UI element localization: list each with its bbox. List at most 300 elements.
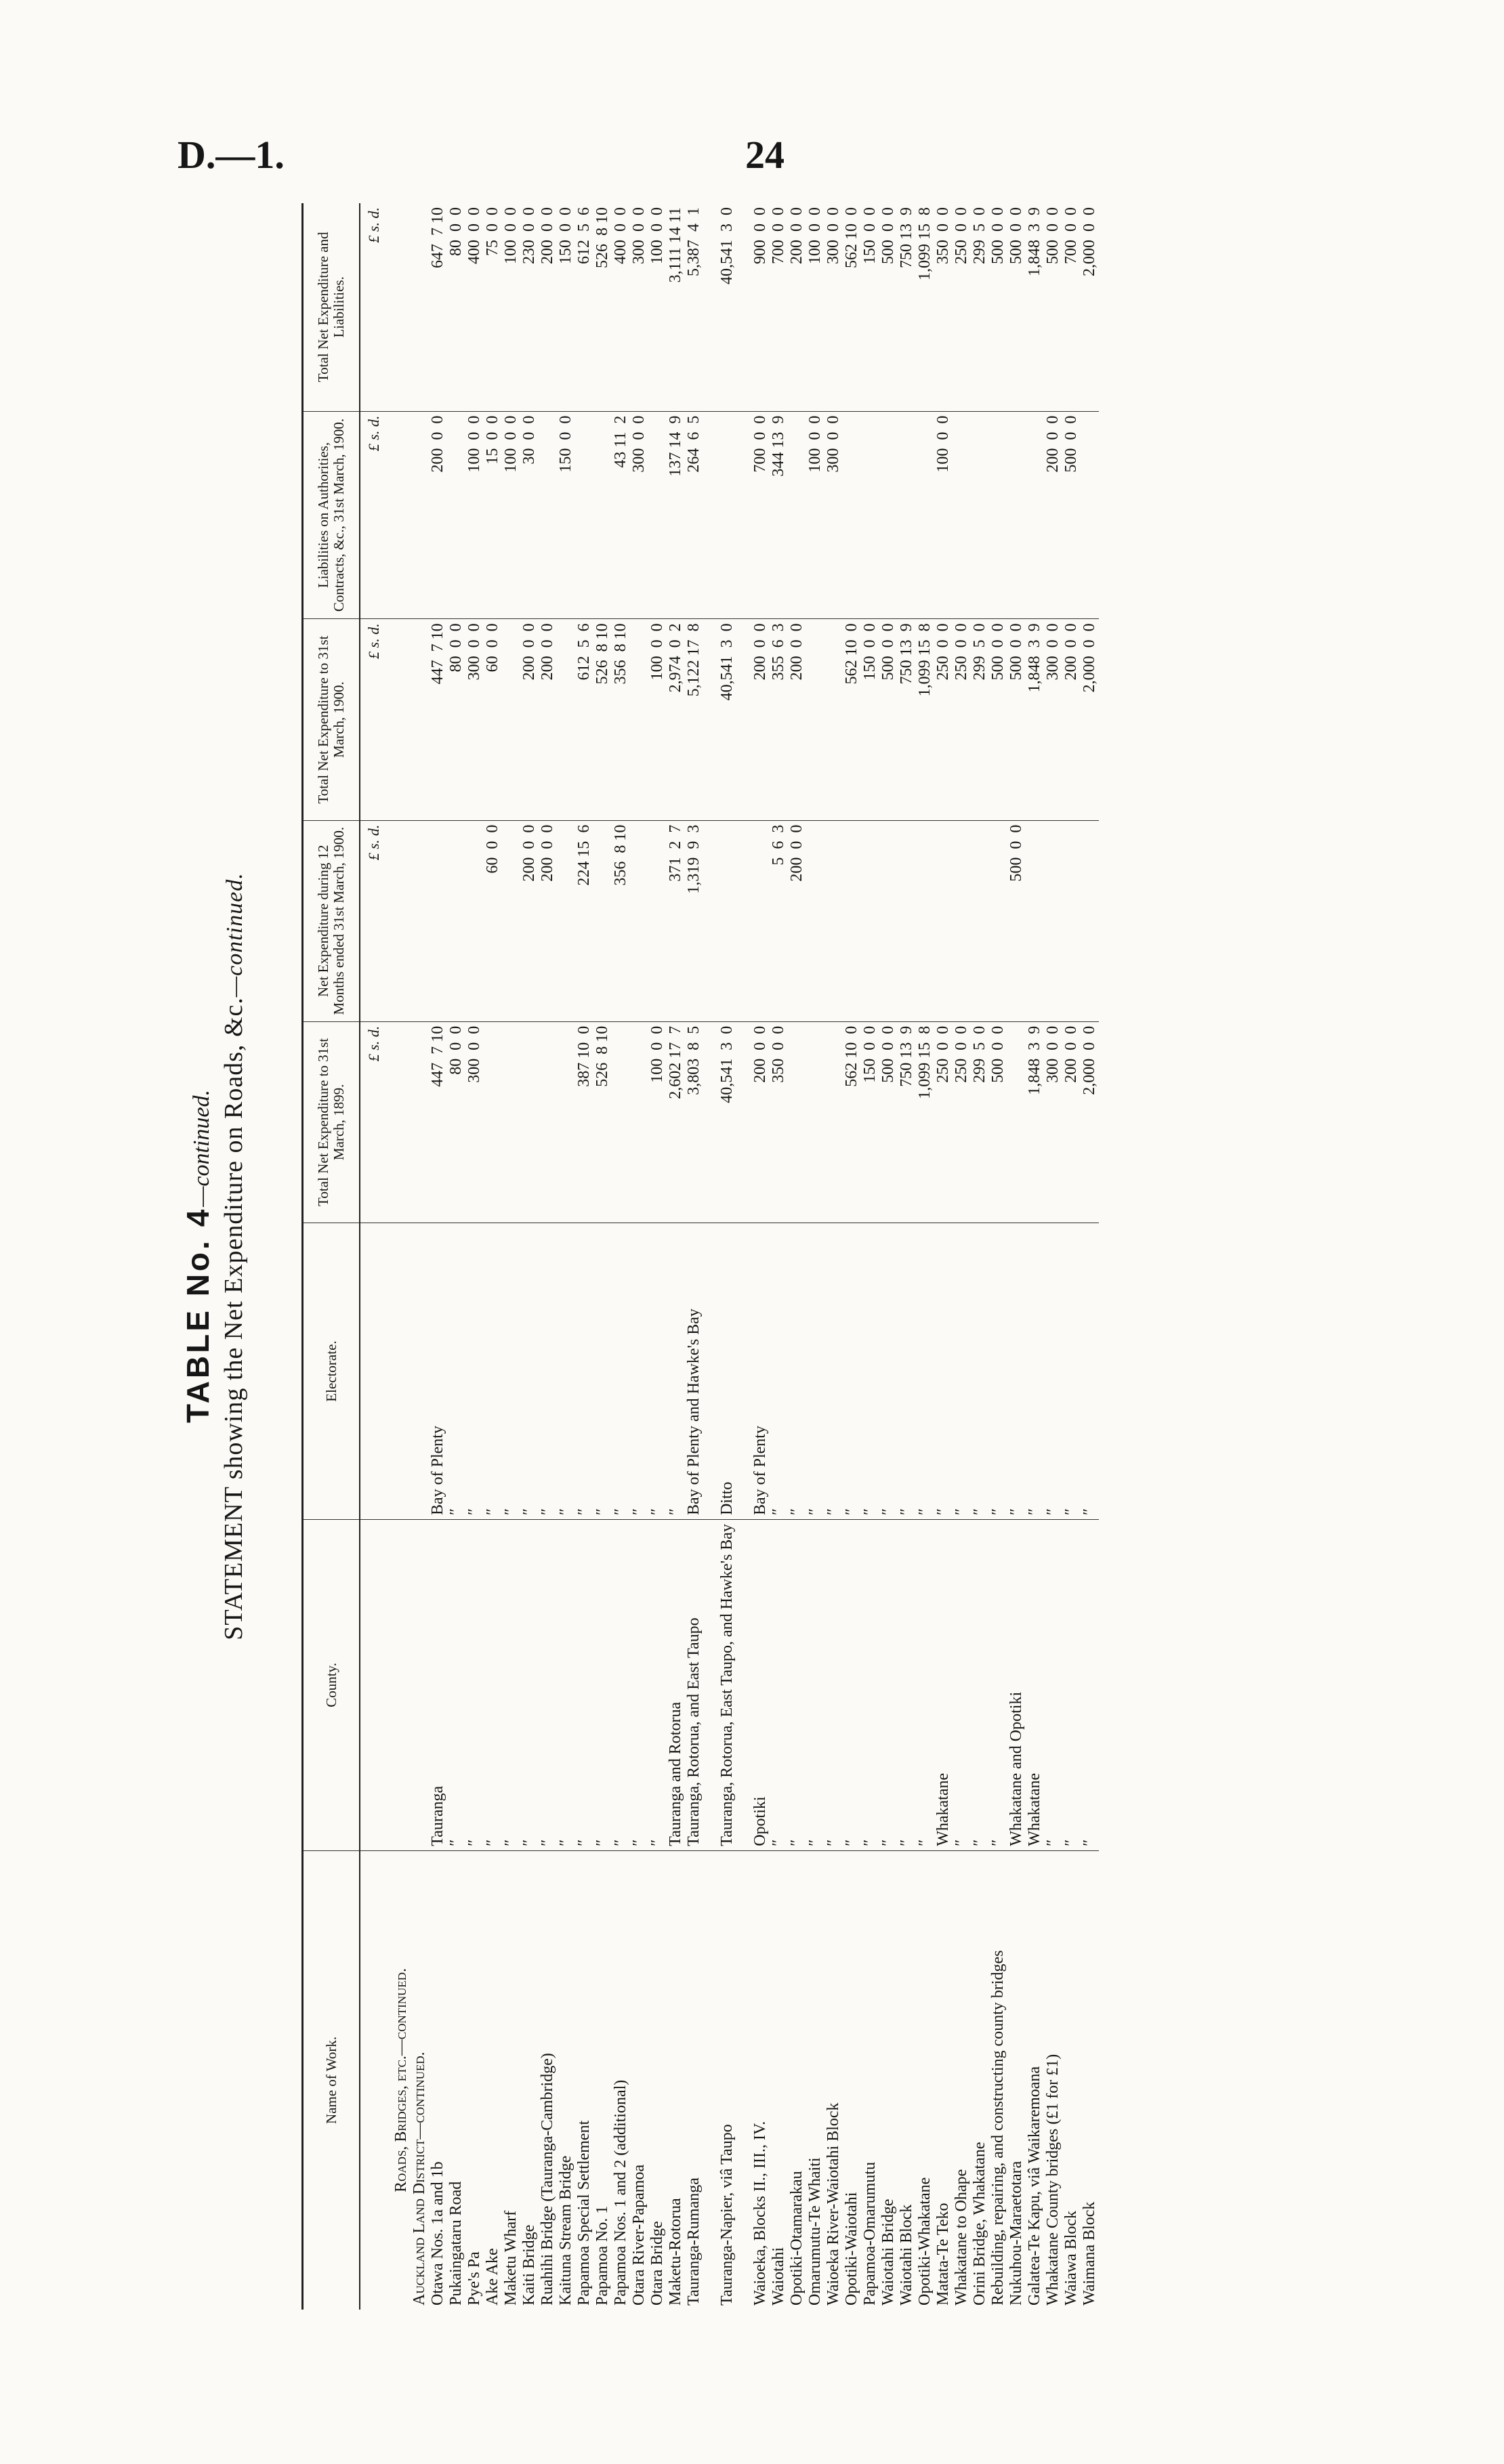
col-liabilities: Liabilities on Authorities, Contracts, &c., 31st March, 1900. [303, 411, 360, 619]
cell-county: ″ [843, 1520, 861, 1851]
cell-work-name: Papamoa Special Settlement [575, 2120, 593, 2306]
cell-total-1900: 500 0 0 [1007, 619, 1026, 820]
cell-work-name: Waiotahi Bridge [879, 2199, 897, 2306]
cell-county: ″ [824, 1520, 843, 1851]
cell-electorate: ″ [648, 1223, 667, 1519]
table-row [843, 203, 861, 2310]
cell-electorate: ″ [1081, 1223, 1099, 1519]
cell-total-1899: 250 0 0 [953, 1021, 971, 1223]
cell-total-net: 500 0 0 [1044, 203, 1062, 411]
cell-electorate: ″ [824, 1223, 843, 1519]
cell-work-name: Opotiki-Whakatane [916, 2177, 934, 2306]
cell-electorate: ″ [989, 1223, 1007, 1519]
cell-electorate: ″ [484, 1223, 502, 1519]
column-headers [303, 203, 360, 2310]
cell-work-name: Papamoa Nos. 1 and 2 (additional) [612, 2079, 629, 2306]
table-row [1081, 203, 1099, 2310]
cell-total-1900: 200 0 0 [788, 619, 806, 820]
cell-liabilities: 264 6 5 [685, 411, 703, 619]
cell-total-1900: 300 0 0 [1044, 619, 1062, 820]
table-row [648, 203, 667, 2310]
cell-total-1900: 447 7 10 [429, 619, 447, 820]
cell-liabilities: 700 0 0 [751, 411, 770, 619]
cell-work-name: Opotiki-Otamarakau [788, 2171, 806, 2306]
cell-electorate: ″ [1007, 1223, 1026, 1519]
cell-electorate: ″ [630, 1223, 648, 1519]
cell-total-net: 75 0 0 [484, 203, 502, 411]
table-row [447, 203, 465, 2310]
col-county: County. [303, 1520, 360, 1851]
cell-electorate: ″ [916, 1223, 934, 1519]
table-row [520, 203, 539, 2310]
cell-work-name: Otawa Nos. 1a and 1b [429, 2161, 446, 2306]
cell-electorate: ″ [861, 1223, 879, 1519]
cell-total-1899 [557, 1021, 575, 1223]
table-row [989, 203, 1007, 2310]
cell-county: ″ [1062, 1520, 1081, 1851]
cell-total-net: 350 0 0 [934, 203, 953, 411]
cell-liabilities: 15 0 0 [484, 411, 502, 619]
cell-total-1899: 40,541 3 0 [718, 1021, 736, 1223]
cell-liabilities: 100 0 0 [934, 411, 953, 619]
cell-liabilities [447, 411, 465, 619]
cell-work-name: Waiotahi [770, 2247, 787, 2306]
cell-liabilities [648, 411, 667, 619]
cell-work-name: Otara Bridge [648, 2221, 666, 2306]
section-heading-row [392, 203, 411, 2310]
cell-total-1899: 100 0 0 [648, 1021, 667, 1223]
cell-electorate: Ditto [718, 1223, 736, 1519]
col-12-months: Net Expenditure during 12 Months ended 31st March, 1900. [303, 820, 360, 1021]
cell-total-1899: 500 0 0 [879, 1021, 898, 1223]
cell-electorate: ″ [447, 1223, 465, 1519]
cell-work-name: Kaituna Stream Bridge [557, 2155, 575, 2306]
table-row [788, 203, 806, 2310]
cell-expenditure-12-months [593, 820, 612, 1021]
cell-total-net: 612 5 6 [575, 203, 593, 411]
cell-total-1899: 299 5 0 [971, 1021, 989, 1223]
cell-liabilities: 500 0 0 [1062, 411, 1081, 619]
cell-total-1900: 562 10 0 [843, 619, 861, 820]
cell-total-1899: 300 0 0 [465, 1021, 484, 1223]
unit-label: £ s. d. [360, 411, 392, 619]
cell-expenditure-12-months [557, 820, 575, 1021]
table-row [718, 203, 736, 2310]
cell-total-1899 [1007, 1021, 1026, 1223]
cell-total-net: 3,111 14 11 [667, 203, 685, 411]
table-row [806, 203, 824, 2310]
table-row [916, 203, 934, 2310]
cell-liabilities: 100 0 0 [465, 411, 484, 619]
table-row [502, 203, 520, 2310]
cell-liabilities: 300 0 0 [824, 411, 843, 619]
cell-expenditure-12-months [1026, 820, 1044, 1021]
cell-electorate: ″ [1044, 1223, 1062, 1519]
cell-total-1899 [484, 1021, 502, 1223]
cell-electorate: Bay of Plenty and Hawke's Bay [685, 1223, 703, 1519]
cell-liabilities: 200 0 0 [429, 411, 447, 619]
cell-expenditure-12-months [718, 820, 736, 1021]
cell-electorate: ″ [557, 1223, 575, 1519]
cell-liabilities: 344 13 9 [770, 411, 788, 619]
table-row [429, 203, 447, 2310]
cell-total-net: 750 13 9 [898, 203, 916, 411]
cell-electorate: ″ [953, 1223, 971, 1519]
cell-electorate: ″ [1026, 1223, 1044, 1519]
cell-liabilities [879, 411, 898, 619]
cell-total-1900: 200 0 0 [751, 619, 770, 820]
cell-total-1900: 500 0 0 [879, 619, 898, 820]
cell-electorate: ″ [934, 1223, 953, 1519]
cell-liabilities [1026, 411, 1044, 619]
cell-electorate: ″ [971, 1223, 989, 1519]
cell-liabilities: 137 14 9 [667, 411, 685, 619]
cell-county: ″ [502, 1520, 520, 1851]
table-row [465, 203, 484, 2310]
cell-county: ″ [1044, 1520, 1062, 1851]
cell-liabilities: 300 0 0 [630, 411, 648, 619]
cell-electorate: ″ [502, 1223, 520, 1519]
cell-total-net: 2,000 0 0 [1081, 203, 1099, 411]
cell-total-1900: 612 5 6 [575, 619, 593, 820]
cell-expenditure-12-months [843, 820, 861, 1021]
cell-electorate: ″ [1062, 1223, 1081, 1519]
cell-expenditure-12-months [1062, 820, 1081, 1021]
cell-work-name: Tauranga-Napier, viâ Taupo [718, 2124, 736, 2306]
cell-work-name: Ake Ake [484, 2248, 501, 2306]
cell-liabilities [1007, 411, 1026, 619]
cell-county: Tauranga, Rotorua, and East Taupo [685, 1520, 703, 1851]
cell-county: ″ [1081, 1520, 1099, 1851]
cell-liabilities [843, 411, 861, 619]
cell-total-1899: 526 8 10 [593, 1021, 612, 1223]
cell-liabilities: 100 0 0 [806, 411, 824, 619]
cell-work-name: Waioeka, Blocks II., III., IV. [751, 2121, 769, 2306]
cell-expenditure-12-months: 200 0 0 [539, 820, 557, 1021]
cell-work-name: Whakatane to Ohape [953, 2169, 970, 2306]
table-row [971, 203, 989, 2310]
table-row [751, 203, 770, 2310]
cell-total-1900: 250 0 0 [934, 619, 953, 820]
cell-total-net: 100 0 0 [806, 203, 824, 411]
cell-total-net: 150 0 0 [557, 203, 575, 411]
table-row [934, 203, 953, 2310]
cell-total-net: 150 0 0 [861, 203, 879, 411]
cell-county: ″ [806, 1520, 824, 1851]
cell-work-name: Nukuhou-Maraetotara [1007, 2161, 1025, 2306]
cell-total-1900: 355 6 3 [770, 619, 788, 820]
table-row [898, 203, 916, 2310]
cell-county: ″ [520, 1520, 539, 1851]
cell-total-net: 40,541 3 0 [718, 203, 736, 411]
cell-expenditure-12-months [1081, 820, 1099, 1021]
page-number: 24 [745, 133, 785, 177]
cell-liabilities [539, 411, 557, 619]
cell-electorate: ″ [843, 1223, 861, 1519]
table-row [612, 203, 630, 2310]
table-row [1007, 203, 1026, 2310]
cell-total-1900: 299 5 0 [971, 619, 989, 820]
cell-county: ″ [484, 1520, 502, 1851]
cell-total-net: 700 0 0 [1062, 203, 1081, 411]
cell-total-1900: 526 8 10 [593, 619, 612, 820]
cell-expenditure-12-months [429, 820, 447, 1021]
cell-total-1899: 2,000 0 0 [1081, 1021, 1099, 1223]
cell-county: ″ [861, 1520, 879, 1851]
cell-total-1899: 300 0 0 [1044, 1021, 1062, 1223]
cell-county: ″ [612, 1520, 630, 1851]
cell-county: Tauranga and Rotorua [667, 1520, 685, 1851]
cell-total-1900: 1,099 15 8 [916, 619, 934, 820]
cell-liabilities: 200 0 0 [1044, 411, 1062, 619]
table-row [539, 203, 557, 2310]
cell-total-1900: 356 8 10 [612, 619, 630, 820]
cell-work-name: Waimana Block [1081, 2201, 1098, 2306]
cell-liabilities [989, 411, 1007, 619]
cell-total-1899: 200 0 0 [751, 1021, 770, 1223]
cell-total-net: 562 10 0 [843, 203, 861, 411]
cell-electorate: ″ [879, 1223, 898, 1519]
cell-total-net: 250 0 0 [953, 203, 971, 411]
table-row [557, 203, 575, 2310]
cell-liabilities [575, 411, 593, 619]
cell-county: ″ [575, 1520, 593, 1851]
cell-liabilities: 150 0 0 [557, 411, 575, 619]
cell-work-name: Maketu-Rotorua [667, 2198, 684, 2306]
cell-electorate: Bay of Plenty [751, 1223, 770, 1519]
cell-total-net: 300 0 0 [630, 203, 648, 411]
table-row [685, 203, 703, 2310]
cell-total-1899: 562 10 0 [843, 1021, 861, 1223]
section-heading: Roads, Bridges, etc.—continued. [392, 1968, 410, 2192]
table-row [1062, 203, 1081, 2310]
cell-total-1899: 250 0 0 [934, 1021, 953, 1223]
cell-liabilities [593, 411, 612, 619]
cell-electorate: Bay of Plenty [429, 1223, 447, 1519]
unit-label: £ s. d. [360, 203, 392, 411]
cell-total-1900: 1,848 3 9 [1026, 619, 1044, 820]
table-caption: STATEMENT showing the Net Expenditure on Roads, &c.—continued. [220, 872, 248, 1640]
cell-total-net: 500 0 0 [989, 203, 1007, 411]
table-row [667, 203, 685, 2310]
table-row [879, 203, 898, 2310]
table-row [630, 203, 648, 2310]
section-subheading: Auckland Land District—continued. [411, 2052, 428, 2306]
table-row [484, 203, 502, 2310]
cell-expenditure-12-months: 1,319 9 3 [685, 820, 703, 1021]
cell-liabilities: 43 11 2 [612, 411, 630, 619]
cell-county: ″ [648, 1520, 667, 1851]
cell-total-net: 400 0 0 [465, 203, 484, 411]
cell-total-net: 526 8 10 [593, 203, 612, 411]
cell-liabilities: 100 0 0 [502, 411, 520, 619]
cell-expenditure-12-months [934, 820, 953, 1021]
cell-total-1899 [612, 1021, 630, 1223]
cell-county: ″ [557, 1520, 575, 1851]
cell-total-1900: 5,122 17 8 [685, 619, 703, 820]
table-row [593, 203, 612, 2310]
cell-work-name: Opotiki-Waiotahi [843, 2192, 860, 2306]
cell-total-net: 1,099 15 8 [916, 203, 934, 411]
cell-electorate: ″ [898, 1223, 916, 1519]
cell-expenditure-12-months: 356 8 10 [612, 820, 630, 1021]
table-row [861, 203, 879, 2310]
cell-total-net: 500 0 0 [1007, 203, 1026, 411]
cell-liabilities [788, 411, 806, 619]
cell-total-1899: 200 0 0 [1062, 1021, 1081, 1223]
cell-work-name: Papamoa-Omarumutu [861, 2162, 879, 2306]
cell-electorate: ″ [770, 1223, 788, 1519]
cell-expenditure-12-months [648, 820, 667, 1021]
table-row [1026, 203, 1044, 2310]
rotated-table-area [180, 203, 1324, 2310]
spacer-row [703, 203, 718, 2310]
document-reference: D.—1. [177, 133, 285, 177]
cell-total-1899 [824, 1021, 843, 1223]
cell-total-net: 100 0 0 [502, 203, 520, 411]
cell-work-name: Rebuilding, repairing, and constructing county bridges [989, 1950, 1007, 2306]
table-number: TABLE No. 4—continued. [180, 1090, 215, 1423]
cell-expenditure-12-months: 5 6 3 [770, 820, 788, 1021]
cell-total-1900: 100 0 0 [648, 619, 667, 820]
expenditure-table [301, 203, 1099, 2310]
cell-county: ″ [989, 1520, 1007, 1851]
cell-expenditure-12-months [502, 820, 520, 1021]
cell-work-name: Orini Bridge, Whakatane [971, 2142, 988, 2306]
col-total-1900: Total Net Expenditure to 31st March, 1900. [303, 619, 360, 820]
cell-total-1900: 750 13 9 [898, 619, 916, 820]
cell-expenditure-12-months [971, 820, 989, 1021]
cell-work-name: Omarumutu-Te Whaiti [806, 2157, 824, 2306]
cell-county: ″ [593, 1520, 612, 1851]
cell-total-net: 1,848 3 9 [1026, 203, 1044, 411]
cell-expenditure-12-months [916, 820, 934, 1021]
cell-work-name: Tauranga-Rumanga [685, 2178, 703, 2306]
cell-total-1900: 500 0 0 [989, 619, 1007, 820]
cell-total-net: 100 0 0 [648, 203, 667, 411]
unit-label: £ s. d. [360, 820, 392, 1021]
cell-electorate: ″ [575, 1223, 593, 1519]
cell-county: ″ [916, 1520, 934, 1851]
cell-total-1900 [824, 619, 843, 820]
table-row [824, 203, 843, 2310]
section-subheading-row [411, 203, 429, 2310]
cell-total-1900 [557, 619, 575, 820]
cell-electorate: ″ [667, 1223, 685, 1519]
cell-total-1900: 200 0 0 [520, 619, 539, 820]
cell-total-1900: 60 0 0 [484, 619, 502, 820]
cell-work-name: Whakatane County bridges (£1 for £1) [1044, 2054, 1062, 2306]
cell-work-name: Kaiti Bridge [520, 2224, 538, 2306]
cell-expenditure-12-months [879, 820, 898, 1021]
cell-total-1900: 150 0 0 [861, 619, 879, 820]
cell-work-name: Ruahihi Bridge (Tauranga-Cambridge) [539, 2053, 556, 2306]
cell-work-name: Waiotahi Block [898, 2204, 915, 2306]
cell-county: ″ [770, 1520, 788, 1851]
cell-county: Whakatane [1026, 1520, 1044, 1851]
cell-total-1899 [806, 1021, 824, 1223]
cell-expenditure-12-months [861, 820, 879, 1021]
cell-county: ″ [879, 1520, 898, 1851]
cell-expenditure-12-months: 60 0 0 [484, 820, 502, 1021]
cell-liabilities [971, 411, 989, 619]
cell-work-name: Waiawa Block [1062, 2210, 1080, 2306]
cell-liabilities [953, 411, 971, 619]
unit-label: £ s. d. [360, 619, 392, 820]
table-row [953, 203, 971, 2310]
cell-total-1900 [502, 619, 520, 820]
cell-total-1899: 3,803 8 5 [685, 1021, 703, 1223]
cell-electorate: ″ [539, 1223, 557, 1519]
col-total-liabilities: Total Net Expenditure and Liabilities. [303, 203, 360, 411]
cell-total-1899: 350 0 0 [770, 1021, 788, 1223]
table-row [575, 203, 593, 2310]
cell-total-1900: 200 0 0 [539, 619, 557, 820]
cell-total-1899: 447 7 10 [429, 1021, 447, 1223]
cell-total-1899: 150 0 0 [861, 1021, 879, 1223]
cell-total-1899 [539, 1021, 557, 1223]
cell-total-net: 230 0 0 [520, 203, 539, 411]
cell-total-1899: 387 10 0 [575, 1021, 593, 1223]
cell-electorate: ″ [520, 1223, 539, 1519]
cell-expenditure-12-months [447, 820, 465, 1021]
cell-total-1899: 1,848 3 9 [1026, 1021, 1044, 1223]
cell-liabilities: 30 0 0 [520, 411, 539, 619]
cell-total-1899: 750 13 9 [898, 1021, 916, 1223]
cell-county: ″ [630, 1520, 648, 1851]
col-electorate: Electorate. [303, 1223, 360, 1519]
cell-total-net: 700 0 0 [770, 203, 788, 411]
cell-total-1900 [806, 619, 824, 820]
cell-total-1899: 1,099 15 8 [916, 1021, 934, 1223]
units-row [360, 203, 392, 2310]
cell-expenditure-12-months [465, 820, 484, 1021]
cell-total-1899 [788, 1021, 806, 1223]
cell-total-net: 80 0 0 [447, 203, 465, 411]
cell-electorate: ″ [612, 1223, 630, 1519]
cell-total-net: 200 0 0 [539, 203, 557, 411]
spacer-row [736, 203, 751, 2310]
cell-county: Whakatane and Opotiki [1007, 1520, 1026, 1851]
cell-total-net: 5,387 4 1 [685, 203, 703, 411]
cell-work-name: Otara River-Papamoa [630, 2164, 648, 2306]
cell-liabilities [916, 411, 934, 619]
cell-expenditure-12-months [751, 820, 770, 1021]
cell-total-net: 500 0 0 [879, 203, 898, 411]
cell-total-1900: 300 0 0 [465, 619, 484, 820]
col-total-1899: Total Net Expenditure to 31st March, 1899. [303, 1021, 360, 1223]
cell-liabilities [861, 411, 879, 619]
cell-expenditure-12-months [824, 820, 843, 1021]
cell-total-net: 400 0 0 [612, 203, 630, 411]
cell-electorate: ″ [788, 1223, 806, 1519]
cell-total-1900: 40,541 3 0 [718, 619, 736, 820]
cell-county: Tauranga, Rotorua, East Taupo, and Hawke's Bay [718, 1520, 736, 1851]
cell-expenditure-12-months [989, 820, 1007, 1021]
table-title [180, 203, 281, 2310]
cell-total-1899: 500 0 0 [989, 1021, 1007, 1223]
cell-county: ″ [447, 1520, 465, 1851]
cell-total-net: 647 7 10 [429, 203, 447, 411]
cell-work-name: Papamoa No. 1 [593, 2205, 611, 2306]
cell-total-1900 [630, 619, 648, 820]
cell-total-net: 200 0 0 [788, 203, 806, 411]
cell-work-name: Pukaingataru Road [447, 2181, 465, 2306]
cell-electorate: ″ [806, 1223, 824, 1519]
cell-expenditure-12-months [630, 820, 648, 1021]
cell-total-1899: 80 0 0 [447, 1021, 465, 1223]
cell-expenditure-12-months: 200 0 0 [788, 820, 806, 1021]
